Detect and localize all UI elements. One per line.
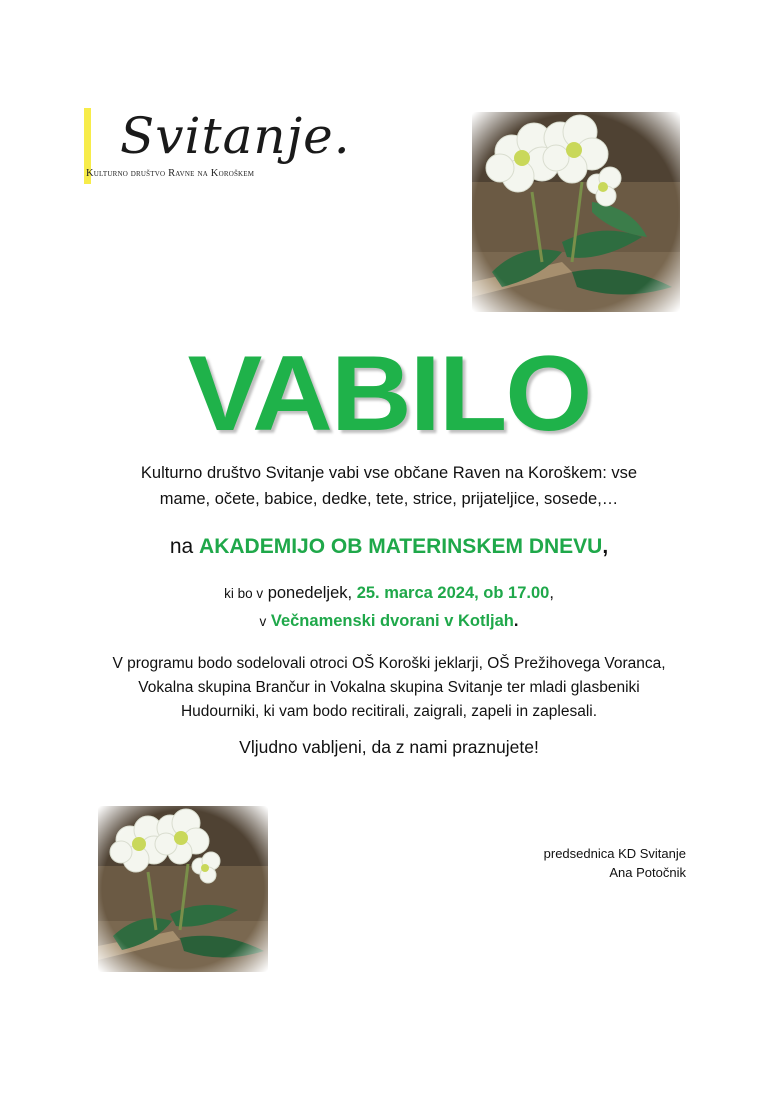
signature-name: Ana Potočnik [609,865,686,880]
event-venue-line [60,608,718,635]
closing-line: Vljudno vabljeni, da z nami praznujete! [239,737,539,757]
when-suffix: , [549,584,554,602]
headline-vabilo: VABILO [187,334,591,453]
where-place: Večnamenski dvorani v Kotljah [270,612,514,630]
where-suffix: . [513,612,519,630]
signature-role: predsednica KD Svitanje [543,846,686,861]
event-suffix: , [602,535,609,558]
program-line-2: Vokalna skupina Brančur in Vokalna skupina Svitanje ter mladi glasbeniki [138,679,640,696]
logo-subtitle: Kulturno društvo Ravne na Koroškem [86,168,255,179]
intro-line-2: mame, očete, babice, dedke, tete, strice, prijateljice, sosede,… [159,490,619,508]
logo-script-text: Svitanje. [120,107,351,165]
when-ki-bo-v: ki bo v [224,586,264,601]
event-name: AKADEMIJO OB MATERINSKEM DNEVU [199,535,603,558]
program-line-1: V programu bodo sodelovali otroci OŠ Koroški jeklarji, OŠ Prežihovega Voranca, [112,655,666,672]
program-line-3: Hudourniki, ki vam bodo recitirali, zaigrali, zapeli in zaplesali. [180,703,598,720]
when-day: ponedeljek, [267,584,353,602]
event-date-line [60,580,718,607]
when-datetime: 25. marca 2024, ob 17.00 [356,584,550,602]
signature-block [544,844,686,882]
hellebore-flower-photo-top [472,112,680,312]
hellebore-flower-photo-bottom [98,806,268,972]
where-v: v [259,614,267,629]
intro-line-1: Kulturno društvo Svitanje vabi vse občane Raven na Koroškem: vse [140,464,638,482]
program-paragraph [60,652,718,724]
event-prefix: na [169,535,194,558]
intro-paragraph [60,460,718,512]
society-logo [84,108,374,188]
event-line [60,532,718,562]
